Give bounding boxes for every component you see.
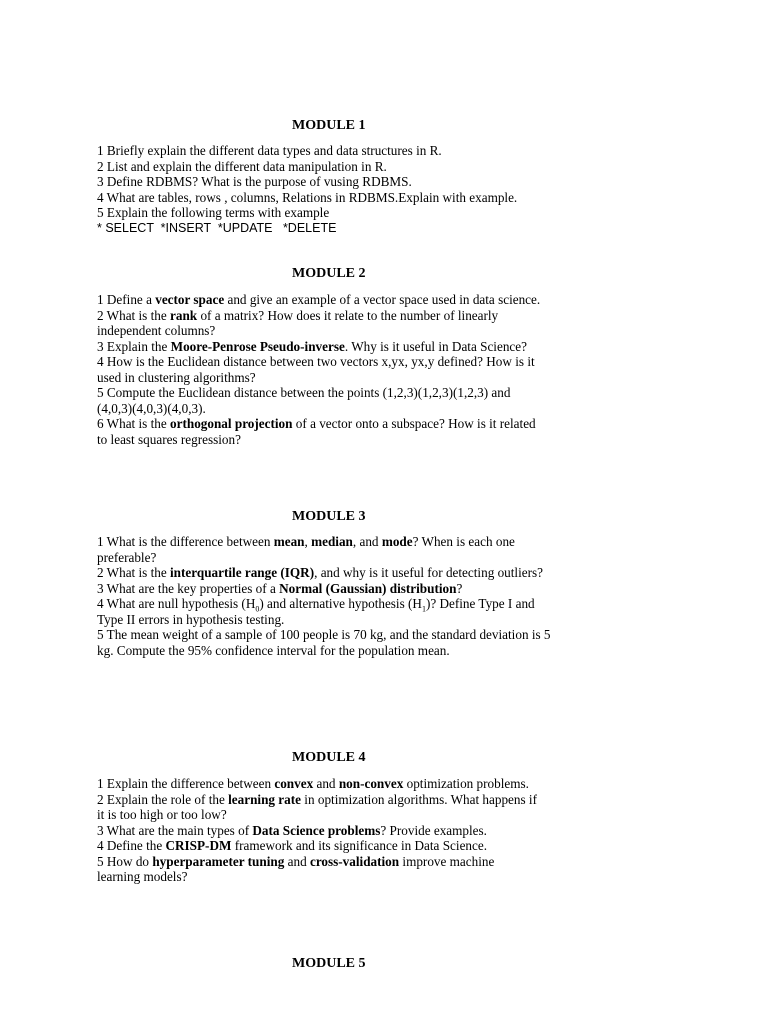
- module-1-line-6: * SELECT *INSERT *UPDATE *DELETE: [97, 220, 337, 235]
- module-3-questions: [97, 534, 563, 658]
- module-2-question-2: 2 What is the rank of a matrix? How does it relate to the number of linearly independent columns?: [97, 307, 499, 338]
- module-3-heading: MODULE 3: [292, 509, 366, 524]
- module-4-question-2: 2 Explain the role of the learning rate in optimization algorithms. What happens if it is too high or too low?: [97, 791, 537, 822]
- module-2-questions: [97, 292, 545, 447]
- module-2-question-1: 1 Define a vector space and give an example of a vector space used in data science.: [97, 292, 541, 307]
- module-4-question-5: 5 How do hyperparameter tuning and cross-validation improve machine learning models?: [97, 853, 495, 884]
- module-3-question-4: 4 What are null hypothesis $(H_0)$ and alternative hypothesis $(H_1)$? Define Type I and Type II errors in hypothesis testing.: [97, 596, 535, 627]
- module-4-question-3: 3 What are the main types of Data Science problems? Provide examples.: [97, 822, 487, 838]
- module-1-line-5: 5 Explain the following terms with example: [97, 205, 330, 220]
- module-3-question-3: 3 What are the key properties of a Normal (Gaussian) distribution?: [97, 580, 463, 596]
- module-3-question-2: 2 What is the interquartile range (IQR), and why is it useful for detecting outliers?: [97, 565, 543, 580]
- module-2-heading: MODULE 2: [292, 266, 366, 281]
- module-2-question-4: 4 How is the Euclidean distance between two vectors x,yx, yx,y defined? How is it used in clustering algorithms?: [97, 354, 535, 385]
- module-2-question-3: 3 Explain the Moore-Penrose Pseudo-inverse. Why is it useful in Data Science?: [97, 338, 527, 354]
- module-4-question-4: 4 Define the CRISP-DM framework and its significance in Data Science.: [97, 838, 488, 853]
- module-2-question-5: 5 Compute the Euclidean distance between the points (1,2,3)(1,2,3)(1,2,3) and (4,0,3)(4,0,3)(4,0,3).: [97, 385, 511, 416]
- module-3-question-1: 1 What is the difference between mean, median, and mode? When is each one preferable?: [97, 534, 515, 565]
- module-1-line-1: 1 Briefly explain the different data types and data structures in R.: [97, 143, 442, 158]
- module-5-heading: MODULE 5: [292, 956, 366, 971]
- module-1-line-3: 3 Define RDBMS? What is the purpose of vusing RDBMS.: [97, 174, 412, 189]
- module-1-line-4: 4 What are tables, rows , columns, Relations in RDBMS.Explain with example.: [97, 189, 518, 205]
- module-1-heading: MODULE 1: [292, 118, 366, 133]
- module-3-question-5: 5 The mean weight of a sample of 100 people is 70 kg, and the standard deviation is 5 kg. Compute the 95% confidence interval for the population mean.: [97, 627, 551, 658]
- module-4-heading: MODULE 4: [292, 750, 366, 765]
- module-4-question-1: 1 Explain the difference between convex and non-convex optimization problems.: [97, 776, 529, 791]
- module-1-line-2: 2 List and explain the different data manipulation in R.: [97, 158, 387, 174]
- module-2-question-6: 6 What is the orthogonal projection of a vector onto a subspace? How is it related to least squares regression?: [97, 416, 536, 447]
- module-1-questions: [97, 143, 577, 236]
- module-4-questions: [97, 776, 537, 885]
